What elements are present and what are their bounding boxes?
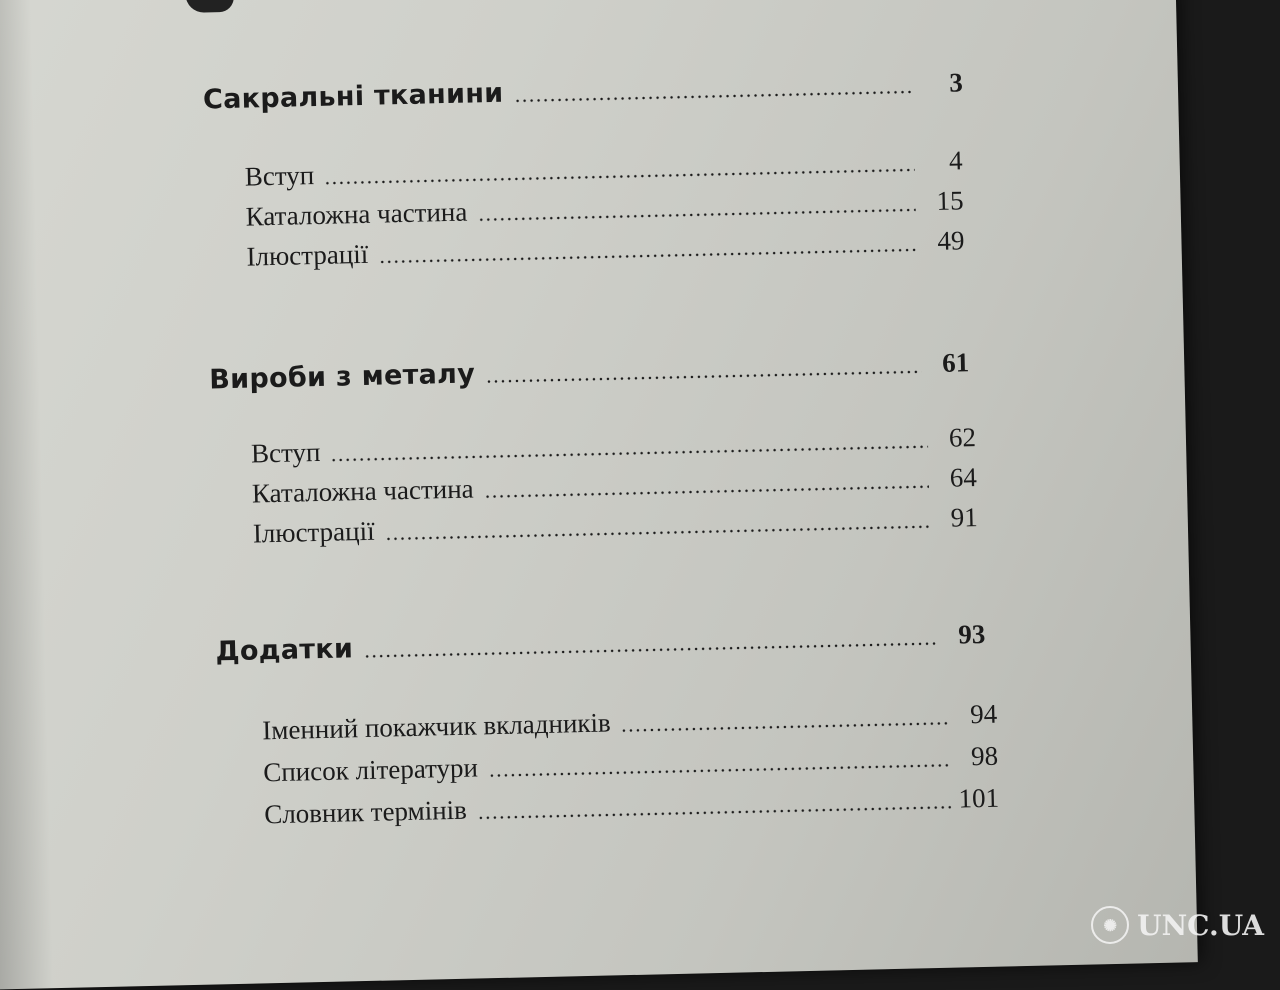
- item-page: 49: [937, 225, 965, 256]
- section-title: Вироби з металу: [209, 358, 476, 396]
- leader-dots: [514, 90, 915, 102]
- section-title: Сакральні тканини: [202, 77, 504, 116]
- item-page: 101: [958, 782, 1000, 814]
- section-page: 61: [941, 347, 970, 378]
- leader-dots: [621, 722, 950, 732]
- leader-dots: [331, 445, 929, 462]
- toc-item: [251, 422, 977, 469]
- leader-dots: [485, 370, 921, 383]
- item-page: 94: [969, 698, 998, 730]
- item-label: Каталожна частина: [245, 196, 468, 232]
- item-label: Каталожна частина: [251, 473, 474, 509]
- toc-item: [245, 185, 964, 232]
- leader-dots: [385, 525, 930, 540]
- toc-item: [263, 741, 999, 789]
- item-page: 62: [948, 422, 977, 453]
- item-label: Ілюстрації: [246, 238, 369, 272]
- item-label: Іменний покажчик вкладників: [261, 707, 612, 746]
- item-label: Словник термінів: [263, 794, 468, 830]
- toc-section-3: [215, 619, 986, 667]
- item-page: 91: [950, 502, 979, 533]
- leader-dots: [477, 806, 951, 820]
- toc-item: [246, 225, 965, 272]
- item-page: 4: [948, 145, 963, 176]
- item-page: 15: [936, 185, 964, 216]
- section-page: 3: [948, 67, 964, 98]
- leader-dots: [484, 485, 929, 498]
- toc-section-1: [203, 67, 964, 115]
- toc-item: [244, 145, 963, 192]
- unc-logo-icon: ✺: [1091, 906, 1129, 944]
- item-page: 64: [949, 462, 978, 493]
- toc-item: [252, 462, 978, 509]
- watermark-text: UNC.UA: [1137, 908, 1264, 942]
- toc-item: [262, 699, 998, 747]
- leader-dots: [324, 168, 915, 184]
- item-label: Список літератури: [262, 752, 479, 788]
- leader-dots: [477, 208, 915, 221]
- toc-section-2: [209, 347, 970, 395]
- item-label: Вступ: [244, 160, 315, 192]
- toc-item: [264, 783, 1000, 831]
- section-page: 93: [957, 618, 986, 650]
- watermark: [1091, 906, 1264, 944]
- item-label: Ілюстрації: [252, 515, 375, 549]
- leader-dots: [378, 248, 916, 263]
- leader-dots: [363, 642, 937, 658]
- item-label: Вступ: [250, 436, 321, 469]
- toc-item: [253, 502, 979, 549]
- leader-dots: [488, 764, 950, 777]
- item-page: 98: [970, 740, 999, 772]
- section-title: Додатки: [215, 633, 354, 668]
